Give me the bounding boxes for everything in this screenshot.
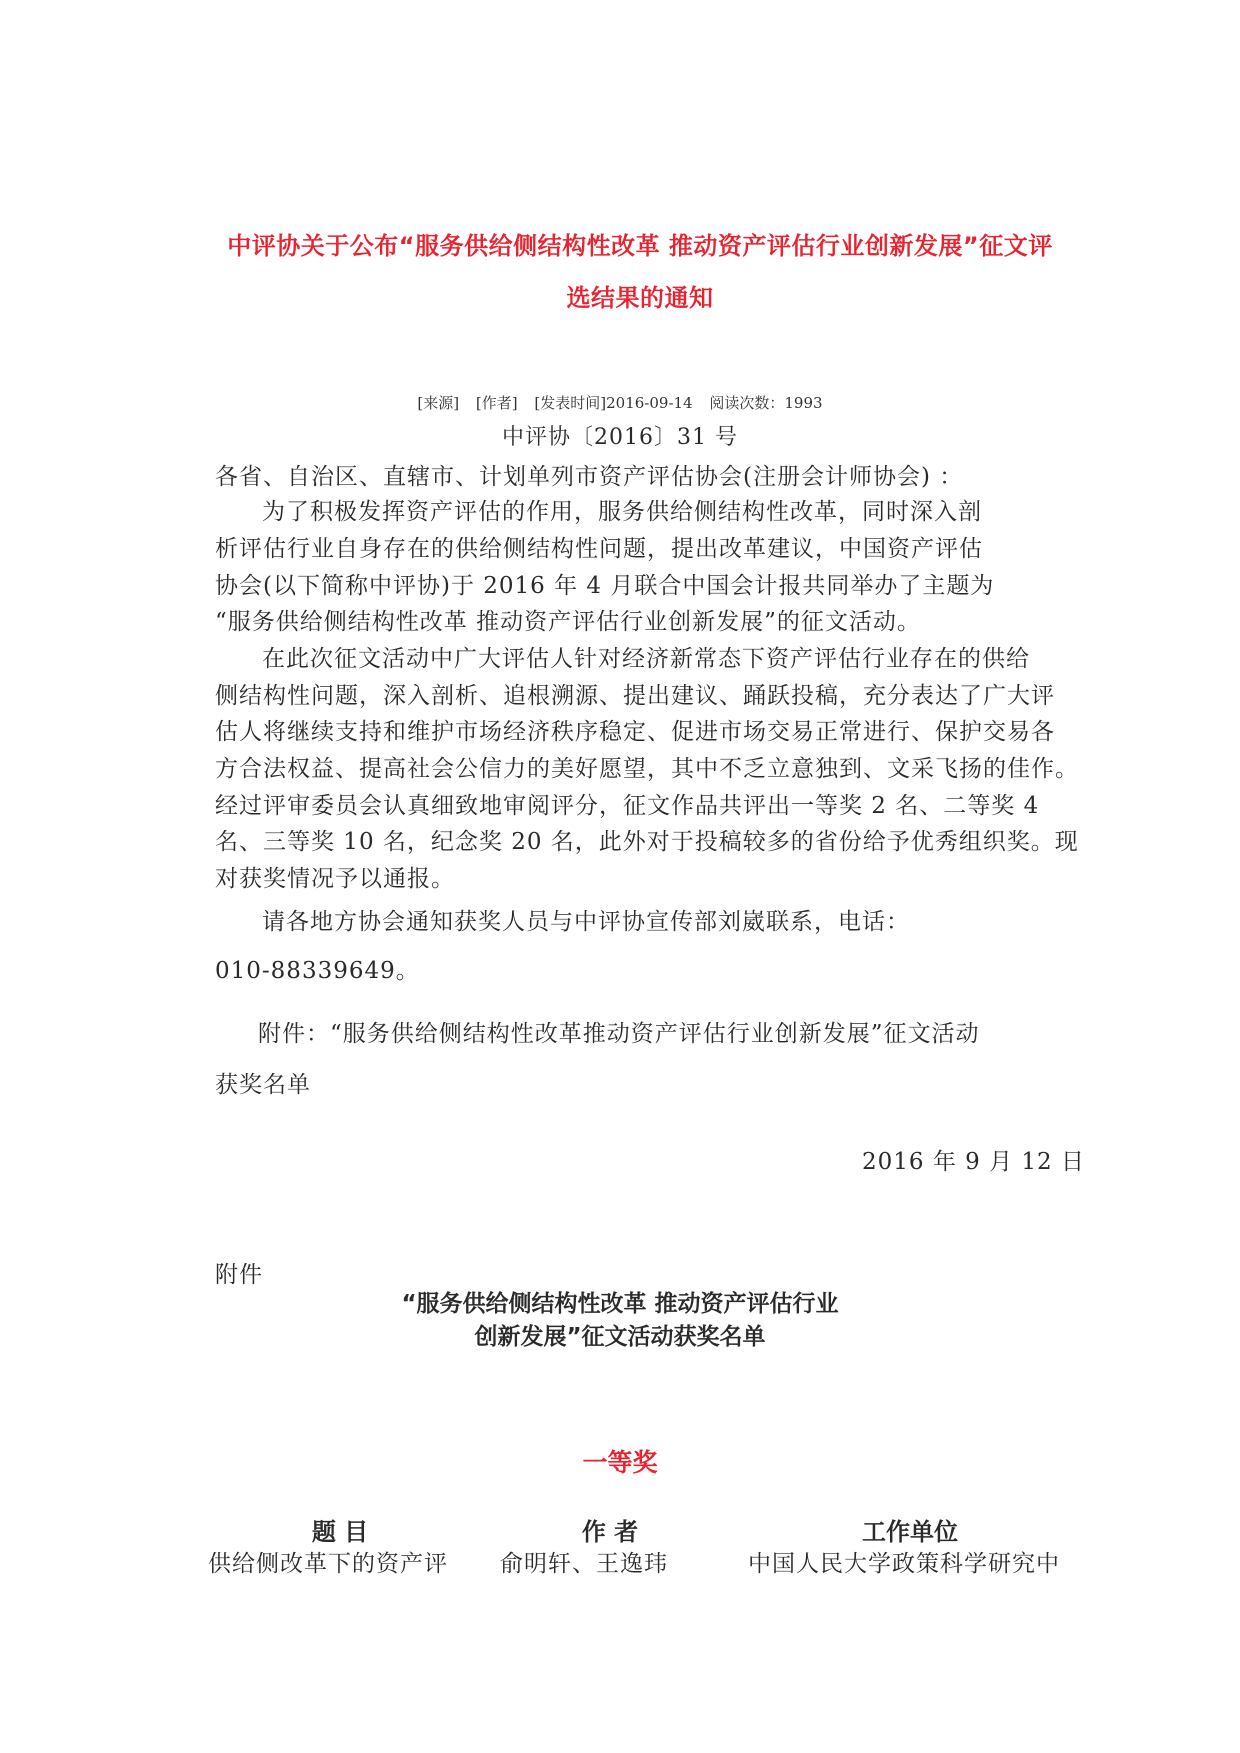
body-line: 为了积极发挥资产评估的作用，服务供给侧结构性改革，同时深入剖 [262, 499, 982, 525]
body-line: 名、三等奖 10 名，纪念奖 20 名，此外对于投稿较多的省份给予优秀组织奖。现 [215, 829, 1079, 855]
contact-phone: 010-88339649。 [215, 958, 420, 984]
contact-line: 请各地方协会通知获奖人员与中评协宣传部刘崴联系，电话： [262, 909, 910, 935]
table-cell-author: 俞明轩、王逸玮 [500, 1551, 668, 1577]
body-line: 估人将继续支持和维护市场经济秩序稳定、促进市场交易正常进行、保护交易各 [215, 719, 1055, 745]
article-meta [0, 392, 1240, 413]
column-header-title: 题 目 [311, 1518, 369, 1546]
body-line: “服务供给侧结构性改革 推动资产评估行业创新发展”的征文活动。 [215, 609, 921, 635]
body-line: 经过评审委员会认真细致地审阅评分，征文作品共评出一等奖 2 名、二等奖 4 [215, 793, 1040, 819]
body-line: 对获奖情况予以通报。 [215, 866, 455, 892]
meta-views: 阅读次数：1993 [709, 394, 823, 412]
meta-source: [来源] [417, 394, 460, 412]
attachment-label: 附件 [215, 1262, 263, 1288]
notice-title-line-1: 中评协关于公布“服务供给侧结构性改革 推动资产评估行业创新发展”征文评 [227, 232, 1053, 260]
body-line: 在此次征文活动中广大评估人针对经济新常态下资产评估行业存在的供给 [262, 646, 1030, 672]
attachment-note-cont: 获奖名单 [215, 1072, 311, 1098]
prize-level-heading: 一等奖 [582, 1448, 658, 1477]
notice-title-line-2: 选结果的通知 [566, 284, 714, 312]
meta-author: [作者] [475, 394, 518, 412]
addressee-line: 各省、自治区、直辖市、计划单列市资产评估协会(注册会计师协会) ： [215, 464, 964, 490]
body-line: 析评估行业自身存在的供给侧结构性问题，提出改革建议，中国资产评估 [215, 536, 983, 562]
body-line: 协会(以下简称中评协)于 2016 年 4 月联合中国会计报共同举办了主题为 [215, 573, 995, 599]
body-line: 方合法权益、提高社会公信力的美好愿望，其中不乏立意独到、文采飞扬的佳作。 [215, 756, 1079, 782]
table-cell-title: 供给侧改革下的资产评 [208, 1551, 448, 1577]
body-line: 侧结构性问题，深入剖析、追根溯源、提出建议、踊跃投稿，充分表达了广大评 [215, 683, 1055, 709]
column-header-unit: 工作单位 [862, 1518, 958, 1546]
document-number: 中评协〔2016〕31 号 [502, 425, 738, 450]
table-cell-unit: 中国人民大学政策科学研究中 [748, 1551, 1060, 1577]
attachment-title-line-2: 创新发展”征文活动获奖名单 [474, 1324, 766, 1350]
issue-date: 2016 年 9 月 12 日 [862, 1149, 1085, 1175]
attachment-title-line-1: “服务供给侧结构性改革 推动资产评估行业 [401, 1291, 839, 1317]
column-header-author: 作 者 [581, 1518, 639, 1546]
attachment-note: 附件：“服务供给侧结构性改革推动资产评估行业创新发展”征文活动 [258, 1021, 980, 1047]
meta-published: [发表时间]2016-09-14 [534, 394, 693, 412]
